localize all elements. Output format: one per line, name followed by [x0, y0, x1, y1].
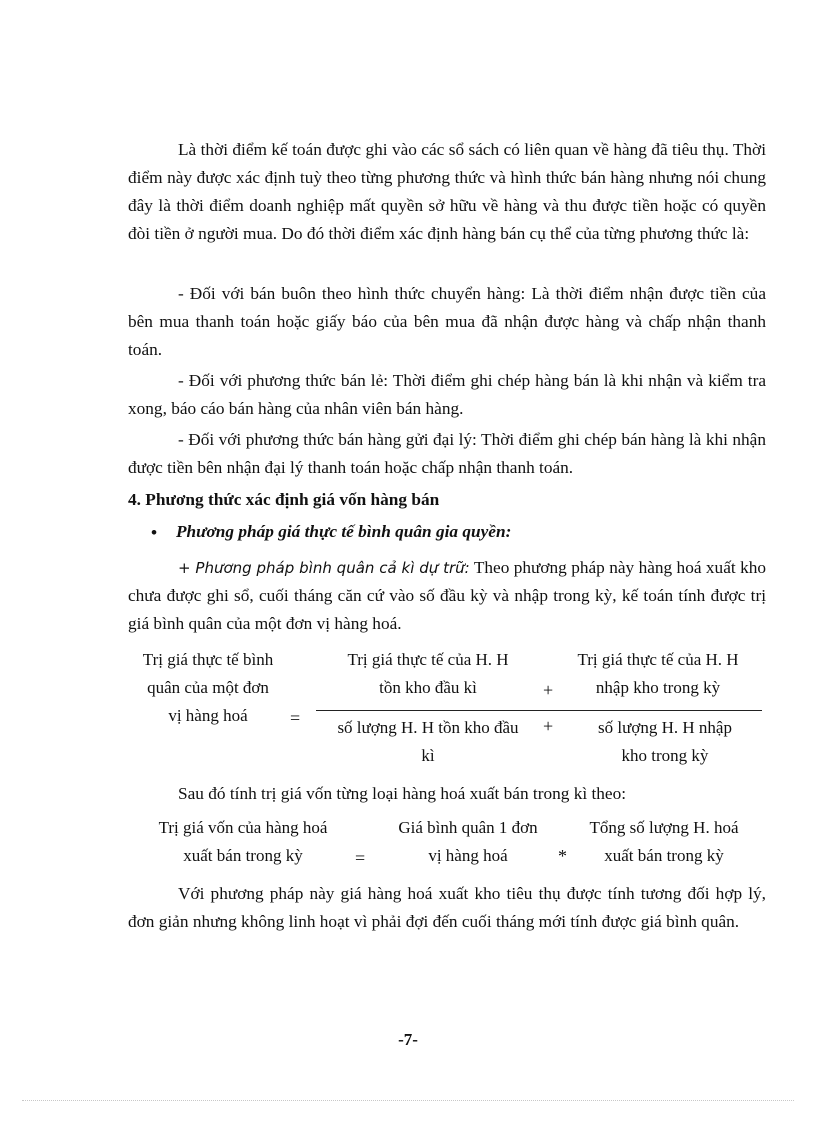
- formula1-den-b-line2: kho trong kỳ: [621, 746, 709, 765]
- bullet-weighted-average: [151, 522, 512, 542]
- formula2-mid-line1: Giá bình quân 1 đơn: [398, 818, 538, 837]
- paragraph-sale-timing: Là thời điểm kế toán được ghi vào các sổ sách có liên quan về hàng đã tiêu thụ. Thời điểm này được xác định tuỳ theo từng phương thức và hình thức bán hàng nhưng nói chung đây là thời điểm doanh nghiệp mất quyền sở hữu về hàng và thu được tiền hoặc có quyền đòi tiền ở người mua. Do đó thời điểm xác định hàng bán cụ thể của từng phương thức là:: [128, 140, 766, 243]
- page-number: -7-: [398, 1030, 418, 1049]
- formula1-fraction-bar: [316, 710, 762, 711]
- formula2-mid-line2: vị hàng hoá: [428, 846, 508, 865]
- paragraph-wholesale: - Đối với bán buôn theo hình thức chuyển hàng: Là thời điểm nhận được tiền của bên mua thanh toán hoặc giấy báo của bên mua đã nhận được hàng và chấp nhận thanh toán.: [128, 284, 766, 359]
- paragraph-agency: - Đối với phương thức bán hàng gửi đại lý: Thời điểm ghi chép bán hàng là khi nhận được tiền bên nhận đại lý thanh toán hoặc chấp nhận thanh toán.: [128, 430, 766, 477]
- section-heading: 4. Phương thức xác định giá vốn hàng bán: [128, 490, 440, 509]
- paragraph-retail: - Đối với phương thức bán lẻ: Thời điểm ghi chép hàng bán là khi nhận và kiểm tra xong, báo cáo bán hàng của nhân viên bán hàng.: [128, 371, 766, 418]
- formula1-num-b-line2: nhập kho trong kỳ: [595, 678, 721, 697]
- formula1-den-a-line1: số lượng H. H tồn kho đầu: [337, 718, 519, 737]
- formula2-equals: =: [355, 848, 366, 868]
- formula1-num-a-line2: tồn kho đầu kì: [379, 678, 477, 697]
- paragraph-then-compute: Sau đó tính trị giá vốn từng loại hàng hoá xuất bán trong kì theo:: [178, 784, 627, 803]
- formula2-times: *: [558, 846, 567, 866]
- method-name-italic: + Phương pháp bình quân cả kì dự trữ:: [178, 559, 470, 577]
- formula1-equals: =: [290, 708, 301, 728]
- bullet-text: Phương pháp giá thực tế bình quân gia quyền:: [176, 522, 512, 541]
- formula1-left-line2: quân của một đơn: [147, 678, 269, 697]
- formula2-right-line1: Tổng số lượng H. hoá: [589, 818, 739, 837]
- formula2-left-line1: Trị giá vốn của hàng hoá: [158, 818, 328, 837]
- bullet-icon: •: [151, 523, 158, 542]
- formula1-den-a-line2: kì: [421, 746, 435, 765]
- formula2-left-line2: xuất bán trong kỳ: [183, 846, 303, 865]
- method-description: Theo phương pháp này hàng hoá xuất kho chưa được ghi sổ, cuối tháng căn cứ vào số đầu kỳ và nhập trong kỳ, kế toán tính được trị giá bình quân của một đơn vị hàng hoá.: [128, 558, 766, 633]
- formula2-right-line2: xuất bán trong kỳ: [604, 846, 724, 865]
- formula1-den-b-line1: số lượng H. H nhập: [598, 718, 732, 737]
- paragraph-conclusion: Với phương pháp này giá hàng hoá xuất kho tiêu thụ được tính tương đối hợp lý, đơn giản nhưng không linh hoạt vì phải đợi đến cuối tháng mới tính được giá bình quân.: [128, 884, 766, 931]
- formula1-num-a-line1: Trị giá thực tế của H. H: [347, 650, 509, 669]
- formula1-num-plus: +: [543, 680, 554, 700]
- formula1-left-line1: Trị giá thực tế bình: [142, 650, 274, 669]
- formula1-num-b-line1: Trị giá thực tế của H. H: [577, 650, 739, 669]
- page-bottom-divider: [22, 1100, 794, 1101]
- paragraph-period-average: [128, 554, 766, 638]
- formula1-den-plus: +: [543, 716, 554, 736]
- formula1-left-line3: vị hàng hoá: [168, 706, 248, 725]
